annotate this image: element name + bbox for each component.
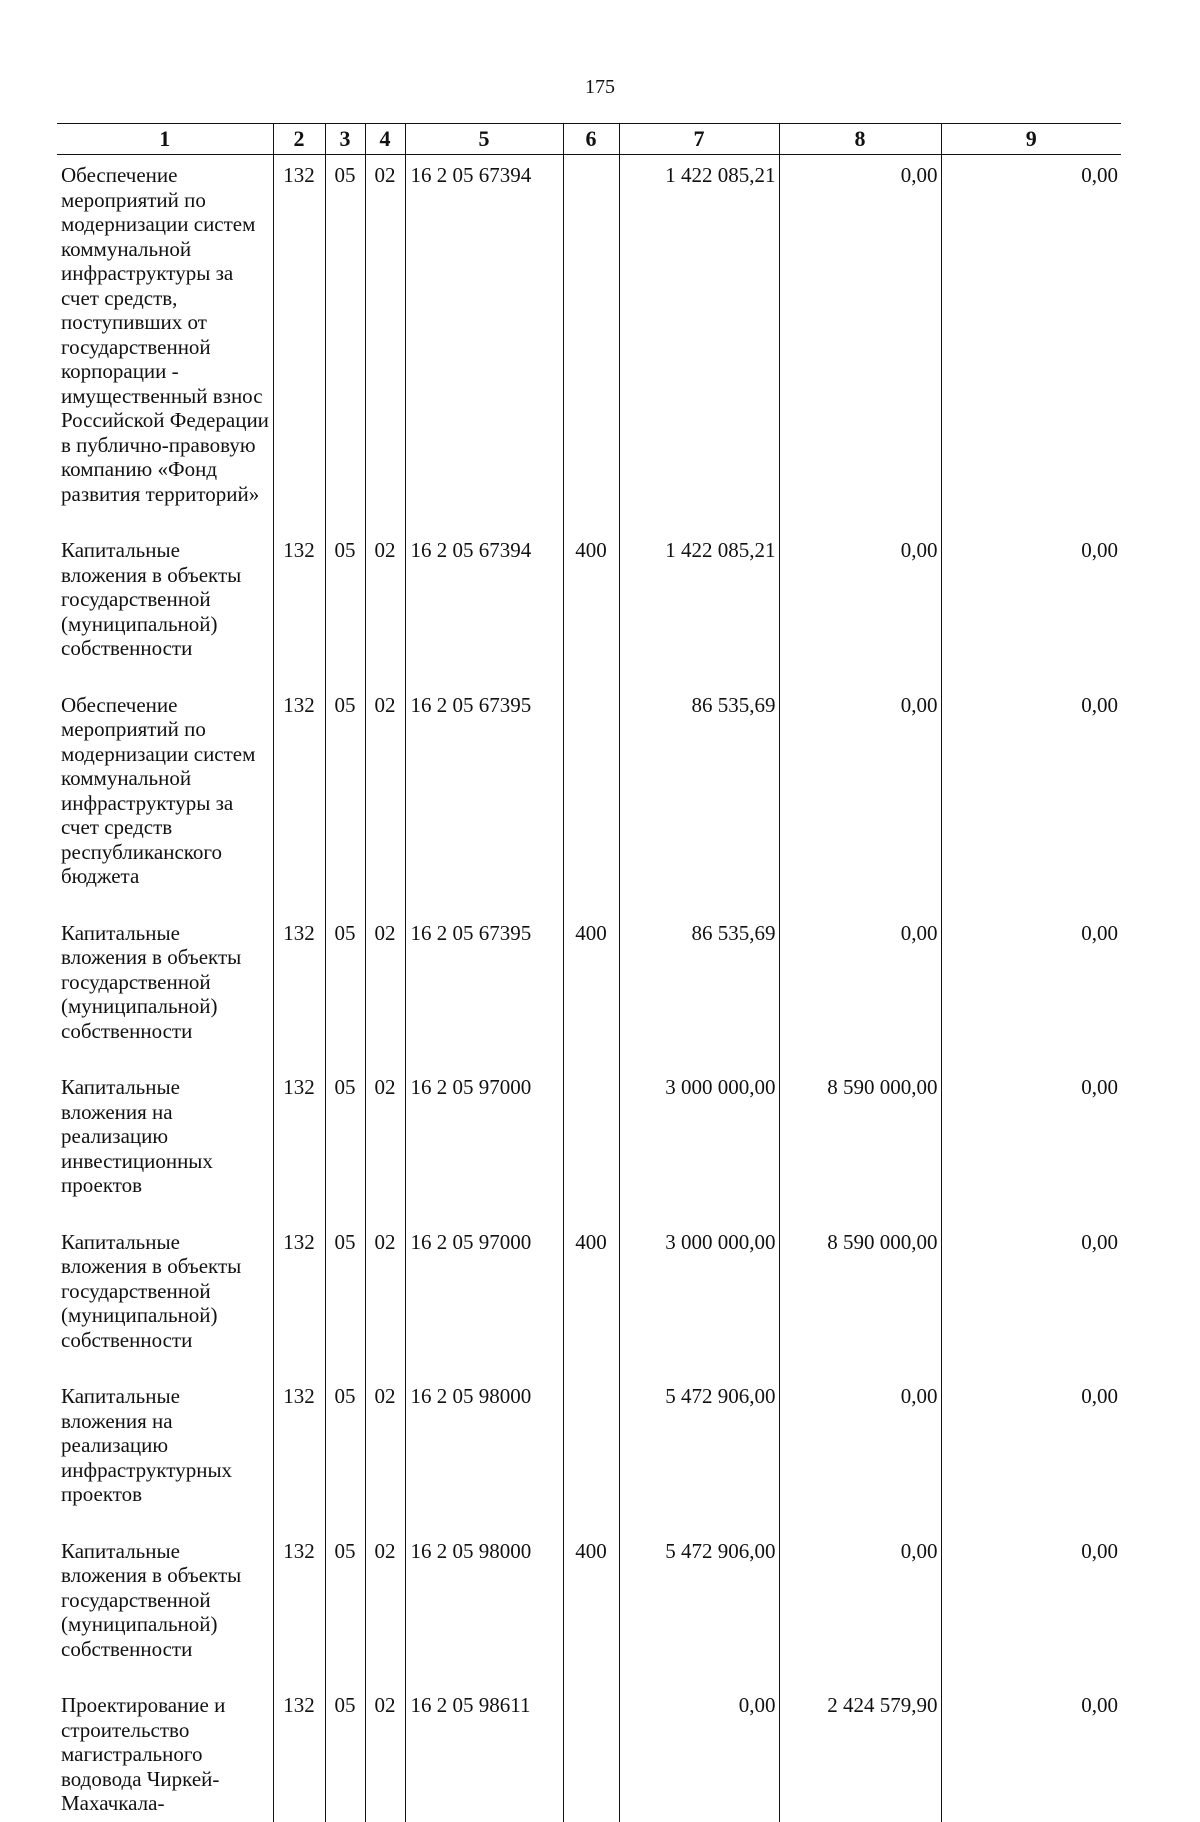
amount-col-9: 0,00 [941, 155, 1121, 531]
ministry-code: 132 [273, 1067, 325, 1222]
target-article-code: 16 2 05 98611 [405, 1685, 563, 1822]
expense-type-code: 400 [563, 1222, 619, 1377]
amount-col-8: 8 590 000,00 [779, 1067, 941, 1222]
item-name: Капитальные вложения в объекты государственной (муниципальной) собственности [61, 538, 242, 660]
section-code: 05 [325, 913, 365, 1068]
subsection-code: 02 [365, 530, 405, 685]
ministry-code: 132 [273, 1376, 325, 1531]
col-header-6: 6 [563, 124, 619, 155]
target-article-code: 16 2 05 67394 [405, 155, 563, 531]
expense-type-code: 400 [563, 913, 619, 1068]
expense-type-code [563, 685, 619, 913]
table-row [57, 1376, 1121, 1531]
col-header-4: 4 [365, 124, 405, 155]
target-article-code: 16 2 05 67395 [405, 913, 563, 1068]
subsection-code: 02 [365, 913, 405, 1068]
ministry-code: 132 [273, 1531, 325, 1686]
section-code: 05 [325, 685, 365, 913]
target-article-code: 16 2 05 67394 [405, 530, 563, 685]
col-header-3: 3 [325, 124, 365, 155]
table-row [57, 1222, 1121, 1377]
item-name: Обеспечение мероприятий по модернизации систем коммунальной инфраструктуры за счет средств, поступивших от государственной корпорации - имущественный взнос Российской Федерации в публично-правовую компанию «Фонд развития территорий» [61, 163, 269, 506]
section-code: 05 [325, 530, 365, 685]
page-number: 175 [585, 76, 615, 98]
section-code: 05 [325, 155, 365, 531]
expense-type-code [563, 1685, 619, 1822]
amount-col-9: 0,00 [941, 1067, 1121, 1222]
item-name: Капитальные вложения в объекты государственной (муниципальной) собственности [61, 1538, 242, 1661]
col-header-5: 5 [405, 124, 563, 155]
subsection-code: 02 [365, 1376, 405, 1531]
amount-col-9: 0,00 [941, 1376, 1121, 1531]
target-article-code: 16 2 05 98000 [405, 1531, 563, 1686]
item-name: Проектирование и строительство магистрального водовода Чиркей-Махачкала- [61, 1693, 226, 1815]
ministry-code: 132 [273, 685, 325, 913]
expense-type-code [563, 1376, 619, 1531]
amount-col-8: 8 590 000,00 [779, 1222, 941, 1377]
expense-type-code [563, 1067, 619, 1222]
ministry-code: 132 [273, 1685, 325, 1822]
target-article-code: 16 2 05 97000 [405, 1222, 563, 1377]
subsection-code: 02 [365, 1531, 405, 1686]
expense-type-code: 400 [563, 530, 619, 685]
ministry-code: 132 [273, 155, 325, 531]
col-header-1: 1 [57, 124, 273, 155]
amount-col-9: 0,00 [941, 530, 1121, 685]
expense-type-code: 400 [563, 1531, 619, 1686]
amount-col-7: 3 000 000,00 [619, 1222, 779, 1377]
item-name: Обеспечение мероприятий по модернизации систем коммунальной инфраструктуры за счет средств республиканского бюджета [61, 692, 256, 888]
amount-col-7: 86 535,69 [619, 913, 779, 1068]
amount-col-9: 0,00 [941, 1222, 1121, 1377]
header-row [57, 124, 1121, 155]
section-code: 05 [325, 1376, 365, 1531]
item-name: Капитальные вложения в объекты государственной (муниципальной) собственности [61, 920, 242, 1043]
table-row [57, 913, 1121, 1068]
col-header-9: 9 [941, 124, 1121, 155]
table-row [57, 155, 1121, 531]
expense-type-code [563, 155, 619, 531]
subsection-code: 02 [365, 1685, 405, 1822]
amount-col-9: 0,00 [941, 685, 1121, 913]
amount-col-7: 86 535,69 [619, 685, 779, 913]
amount-col-8: 2 424 579,90 [779, 1685, 941, 1822]
subsection-code: 02 [365, 1067, 405, 1222]
section-code: 05 [325, 1685, 365, 1822]
item-name: Капитальные вложения на реализацию инфраструктурных проектов [61, 1384, 233, 1506]
section-code: 05 [325, 1222, 365, 1377]
amount-col-8: 0,00 [779, 155, 941, 531]
item-name: Капитальные вложения на реализацию инвестиционных проектов [61, 1075, 213, 1197]
amount-col-8: 0,00 [779, 685, 941, 913]
amount-col-7: 1 422 085,21 [619, 530, 779, 685]
target-article-code: 16 2 05 67395 [405, 685, 563, 913]
table-row [57, 1067, 1121, 1222]
section-code: 05 [325, 1067, 365, 1222]
target-article-code: 16 2 05 97000 [405, 1067, 563, 1222]
col-header-2: 2 [273, 124, 325, 155]
amount-col-8: 0,00 [779, 1376, 941, 1531]
col-header-7: 7 [619, 124, 779, 155]
amount-col-9: 0,00 [941, 913, 1121, 1068]
target-article-code: 16 2 05 98000 [405, 1376, 563, 1531]
amount-col-7: 5 472 906,00 [619, 1531, 779, 1686]
amount-col-7: 1 422 085,21 [619, 155, 779, 531]
ministry-code: 132 [273, 530, 325, 685]
amount-col-7: 3 000 000,00 [619, 1067, 779, 1222]
amount-col-7: 0,00 [619, 1685, 779, 1822]
table-row [57, 530, 1121, 685]
item-name: Капитальные вложения в объекты государственной (муниципальной) собственности [61, 1229, 242, 1352]
subsection-code: 02 [365, 685, 405, 913]
table-row [57, 1685, 1121, 1822]
budget-table [57, 123, 1121, 1822]
ministry-code: 132 [273, 913, 325, 1068]
amount-col-9: 0,00 [941, 1685, 1121, 1822]
col-header-8: 8 [779, 124, 941, 155]
amount-col-8: 0,00 [779, 913, 941, 1068]
table-row [57, 685, 1121, 913]
amount-col-9: 0,00 [941, 1531, 1121, 1686]
table-row [57, 1531, 1121, 1686]
amount-col-7: 5 472 906,00 [619, 1376, 779, 1531]
section-code: 05 [325, 1531, 365, 1686]
subsection-code: 02 [365, 155, 405, 531]
amount-col-8: 0,00 [779, 530, 941, 685]
subsection-code: 02 [365, 1222, 405, 1377]
ministry-code: 132 [273, 1222, 325, 1377]
amount-col-8: 0,00 [779, 1531, 941, 1686]
